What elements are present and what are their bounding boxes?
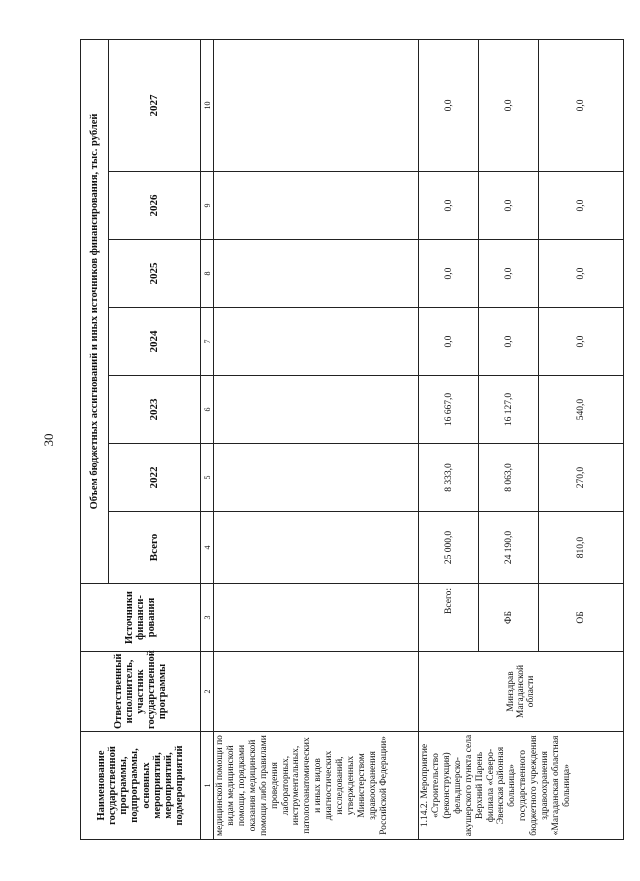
index-cell: 10 [201,39,214,171]
header-total: Всего [109,512,201,584]
header-year-2027: 2027 [109,39,201,171]
header-year-2025: 2025 [109,240,201,308]
value-cell-2024: 0,0 [539,308,624,376]
page-number: 30 [41,433,56,447]
header-name: Наименование государственной программы, подпрограммы, основных мероприятий, мероприятий, подмероприятий [81,732,201,840]
value-cell-2023: 16 127,0 [479,376,539,444]
measure-executor: Минздрав Магаданской области [419,652,624,732]
index-row [201,39,214,839]
value-cell-2025: 0,0 [539,240,624,308]
value-cell-2022: 270,0 [539,444,624,512]
index-cell: 3 [201,584,214,652]
source-cell: Всего: [419,584,479,652]
index-cell: 9 [201,172,214,240]
value-cell-2022: 8 333,0 [419,444,479,512]
table-row [419,39,479,839]
value-cell-2024: 0,0 [419,308,479,376]
value-cell-2026: 0,0 [419,172,479,240]
index-cell: 7 [201,308,214,376]
header-funding-group: Объем бюджетных ассигнований и иных источников финансирования, тыс. рублей [81,39,109,583]
source-cell: ФБ [479,584,539,652]
continuation-text: медицинской помощи по видам медицинской помощи, порядками оказания медицинской помощи либо правилами проведения лабораторных, инструментальных, патологоанатомических и иных видов диагностических исследований, утвержденных Министерством здравоохранения Российской Федерации» [214,732,419,840]
continuation-row [214,39,419,839]
total-cell: 24 190,0 [479,512,539,584]
header-source: Источники финанси-рования [81,584,201,652]
funding-table [80,39,624,840]
value-cell-2023: 540,0 [539,376,624,444]
index-cell: 5 [201,444,214,512]
index-cell: 4 [201,512,214,584]
value-cell-2027: 0,0 [419,39,479,171]
source-cell: ОБ [539,584,624,652]
value-cell-2024: 0,0 [479,308,539,376]
header-year-2026: 2026 [109,172,201,240]
total-cell: 25 000,0 [419,512,479,584]
index-cell: 1 [201,732,214,840]
value-cell-2026: 0,0 [539,172,624,240]
total-cell: 810,0 [539,512,624,584]
funding-table-sheet [80,40,640,840]
value-cell-2027: 0,0 [539,39,624,171]
value-cell-2027: 0,0 [479,39,539,171]
index-cell: 2 [201,652,214,732]
index-cell: 6 [201,376,214,444]
header-year-2024: 2024 [109,308,201,376]
header-executor: Ответственный исполнитель, участник государственной программы [81,652,201,732]
value-cell-2025: 0,0 [479,240,539,308]
measure-name: 1.14.2. Мероприятие «Строительство (реконструкция) фельдшерско-акушерского пункта села Верхний Парень филиала «Северо-Эвенская районная больница» государственного бюджетного учреждения здравоохранения «Магаданская областная больница» [419,732,624,840]
value-cell-2022: 8 063,0 [479,444,539,512]
index-cell: 8 [201,240,214,308]
value-cell-2026: 0,0 [479,172,539,240]
value-cell-2025: 0,0 [419,240,479,308]
value-cell-2023: 16 667,0 [419,376,479,444]
header-year-2022: 2022 [109,444,201,512]
header-year-2023: 2023 [109,376,201,444]
